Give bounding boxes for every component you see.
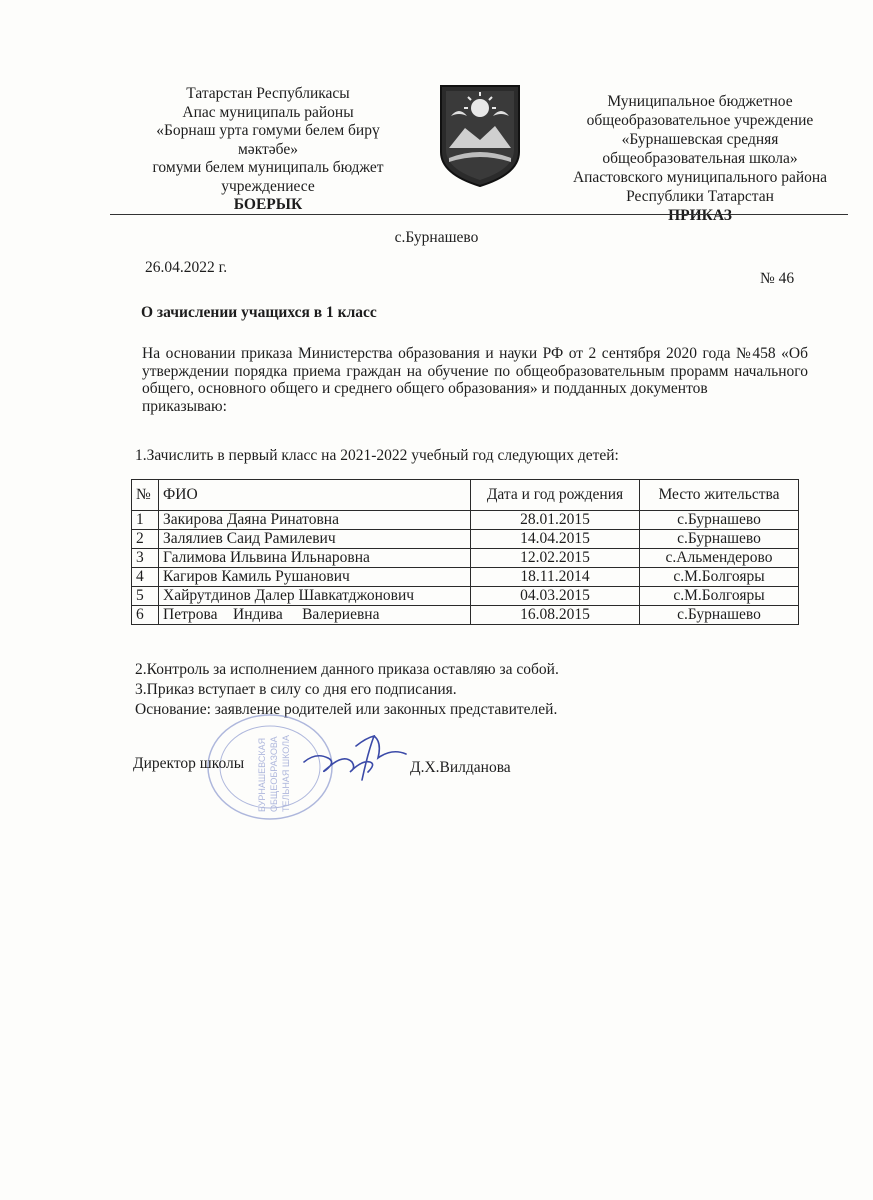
emblem-icon — [437, 82, 523, 188]
signature-name: Д.Х.Вилданова — [410, 759, 511, 776]
cell-name: Закирова Даяна Ринатовна — [159, 511, 471, 530]
cell-place: с.М.Болгояры — [640, 587, 799, 606]
cell-dob: 12.02.2015 — [471, 549, 640, 568]
order-item-1: 1.Зачислить в первый класс на 2021-2022 учебный год следующих детей: — [135, 447, 619, 464]
cell-number: 5 — [132, 587, 159, 606]
table-row — [132, 511, 799, 530]
cell-number: 4 — [132, 568, 159, 587]
header-left-line: «Борнаш урта гомуми белем бирү — [156, 122, 380, 139]
cell-place: с.Бурнашево — [640, 511, 799, 530]
document-number: № 46 — [760, 270, 795, 287]
header-right-line: общеобразовательная школа» — [602, 150, 798, 167]
cell-dob: 04.03.2015 — [471, 587, 640, 606]
cell-name: Хайрутдинов Далер Шавкатджонович — [159, 587, 471, 606]
cell-name: Галимова Ильвина Ильнаровна — [159, 549, 471, 568]
cell-dob: 28.01.2015 — [471, 511, 640, 530]
cell-place: с.Бурнашево — [640, 530, 799, 549]
svg-text:БУРНАШЕВСКАЯ: БУРНАШЕВСКАЯ — [257, 737, 267, 812]
table-row — [132, 568, 799, 587]
students-table — [131, 479, 799, 625]
document-place: с.Бурнашево — [394, 229, 479, 246]
header-right-line: Апастовского муниципального района — [572, 169, 828, 186]
cell-dob: 18.11.2014 — [471, 568, 640, 587]
header-dob: Дата и год рождения — [471, 480, 640, 511]
header-right-title: ПРИКАЗ — [668, 207, 732, 224]
svg-text:ОБЩЕОБРАЗОВА: ОБЩЕОБРАЗОВА — [269, 736, 279, 812]
order-item-3: 3.Приказ вступает в силу со дня его подписания. — [135, 681, 457, 698]
basis-paragraph: На основании приказа Министерства образования и науки РФ от 2 сентября 2020 года №458 «Об утверждении порядка приема граждан на обучение по общеобразовательным прорамм начального общего, основного общего и среднего общего образования» и подданных документов — [142, 345, 808, 398]
table-header-row — [132, 480, 799, 511]
header-left-line: мәктәбе» — [238, 140, 298, 158]
header-right-line: Муниципальное бюджетное — [607, 93, 793, 110]
header-left-block — [128, 85, 408, 215]
header-divider — [110, 214, 848, 215]
cell-number: 3 — [132, 549, 159, 568]
basis-paragraph-block — [142, 345, 808, 415]
table-row — [132, 549, 799, 568]
director-signature-icon — [296, 732, 416, 787]
header-right-line: общеобразовательное учреждение — [586, 112, 814, 129]
table-row — [132, 587, 799, 606]
cell-number: 2 — [132, 530, 159, 549]
cell-dob: 16.08.2015 — [471, 606, 640, 625]
cell-place: с.М.Болгояры — [640, 568, 799, 587]
header-name: ФИО — [159, 480, 471, 511]
cell-name: Петрова Индива Валериевна — [159, 606, 471, 625]
cell-name: Кагиров Камиль Рушанович — [159, 568, 471, 587]
cell-place: с.Бурнашево — [640, 606, 799, 625]
cell-dob: 14.04.2015 — [471, 530, 640, 549]
header-left-line: гомуми белем муниципаль бюджет — [152, 159, 384, 176]
cell-number: 6 — [132, 606, 159, 625]
grounds-text: Основание: заявление родителей или законных представителей. — [135, 701, 558, 718]
table-row — [132, 530, 799, 549]
document-date: 26.04.2022 г. — [145, 259, 228, 276]
cell-number: 1 — [132, 511, 159, 530]
cell-name: Залялиев Саид Рамилевич — [159, 530, 471, 549]
header-left-line: Татарстан Республикасы — [186, 85, 350, 102]
header-left-line: учреждениесе — [221, 177, 315, 195]
order-word: приказываю: — [142, 397, 227, 415]
header-left-title: БОЕРЫК — [233, 196, 303, 213]
order-items-block — [135, 660, 559, 720]
header-number: № — [132, 480, 159, 511]
header-right-block — [535, 92, 865, 225]
header-left-line: Апас муниципаль районы — [182, 103, 354, 121]
order-item-2: 2.Контроль за исполнением данного приказа оставляю за собой. — [135, 661, 559, 678]
signature-title: Директор школы — [133, 755, 245, 772]
cell-place: с.Альмендерово — [640, 549, 799, 568]
header-right-line: Республики Татарстан — [626, 188, 774, 205]
document-subject: О зачислении учащихся в 1 класс — [141, 304, 377, 321]
header-place: Место жительства — [640, 480, 799, 511]
table-row — [132, 606, 799, 625]
svg-text:ТЕЛЬНАЯ ШКОЛА: ТЕЛЬНАЯ ШКОЛА — [281, 734, 291, 812]
header-right-line: «Бурнашевская средняя — [621, 131, 779, 148]
